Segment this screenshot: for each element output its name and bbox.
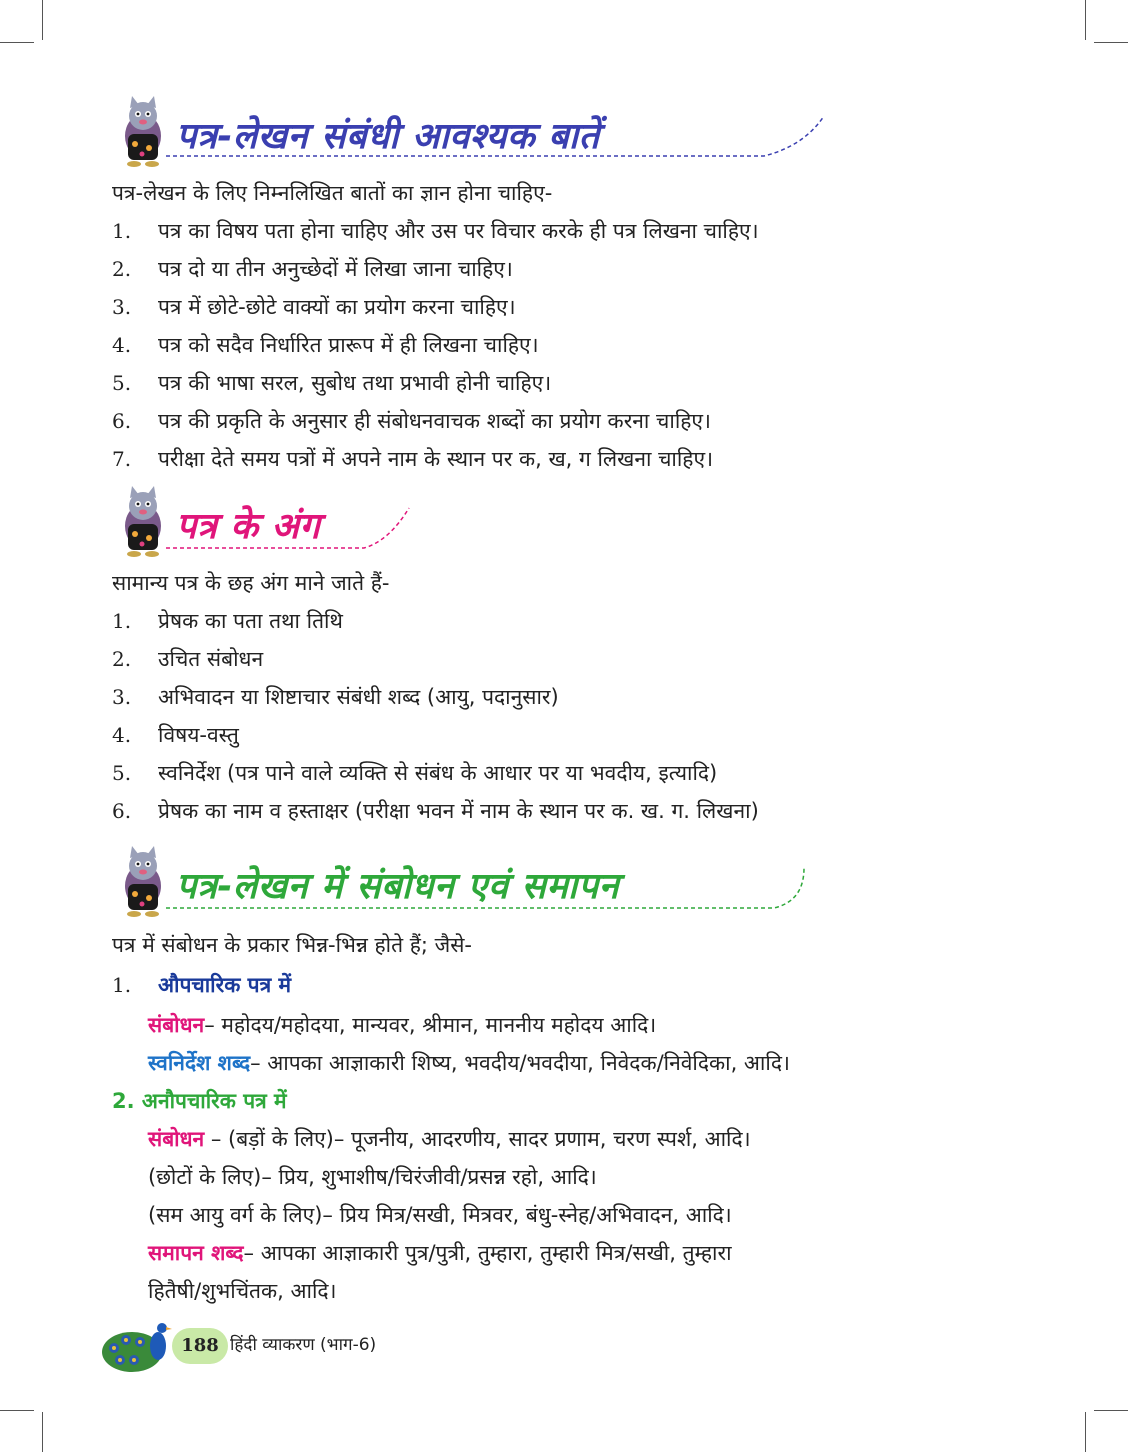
section-heading-parts — [112, 486, 432, 566]
item-number: 2. — [112, 647, 132, 671]
item-text: प्रेषक का नाम व हस्ताक्षर (परीक्षा भवन में नाम के स्थान पर क. ख. ग. लिखना) — [158, 799, 759, 823]
item-number: 1. — [112, 973, 132, 997]
item-number: 1. — [112, 219, 132, 243]
item-text: पत्र की प्रकृति के अनुसार ही संबोधनवाचक शब्दों का प्रयोग करना चाहिए। — [158, 409, 711, 433]
crop-mark — [42, 1412, 43, 1452]
item-text: स्वनिर्देश (पत्र पाने वाले व्यक्ति से संबंध के आधार पर या भवदीय, इत्यादि) — [158, 761, 718, 785]
crop-mark — [0, 1410, 34, 1411]
item-number: 6. — [112, 409, 132, 433]
formal-closing-line — [148, 1048, 790, 1078]
item-text: पत्र में छोटे-छोटे वाक्यों का प्रयोग करना चाहिए। — [158, 295, 516, 319]
section-heading-text: पत्र-लेखन संबंधी आवश्यक बातें — [176, 116, 600, 157]
book-title: हिंदी व्याकरण (भाग-6) — [230, 1335, 377, 1355]
crop-mark — [1085, 0, 1086, 40]
crop-mark — [0, 42, 34, 43]
list-item — [112, 292, 516, 322]
list-item — [112, 254, 513, 284]
address-text: – महोदय/महोदया, मान्यवर, श्रीमान, माननीय महोदय आदि। — [204, 1013, 657, 1037]
item-text: उचित संबोधन — [158, 647, 264, 671]
informal-address-line: (छोटों के लिए)– प्रिय, शुभाशीष/चिरंजीवी/प्रसन्न रहो, आदि। — [148, 1165, 597, 1189]
item-text: पत्र को सदैव निर्धारित प्रारूप में ही लिखना चाहिए। — [158, 333, 539, 357]
crop-mark — [42, 0, 43, 40]
address-label: संबोधन — [148, 1127, 205, 1151]
item-number: 5. — [112, 761, 132, 785]
informal-closing-line: हितैषी/शुभचिंतक, आदि। — [148, 1279, 337, 1303]
item-text: अभिवादन या शिष्टाचार संबंधी शब्द (आयु, पदानुसार) — [158, 685, 559, 709]
section-heading-text: पत्र के अंग — [176, 506, 321, 547]
formal-letter-header — [112, 970, 291, 1000]
formal-address-line — [148, 1010, 656, 1040]
list-item — [112, 216, 759, 246]
list-item — [112, 606, 343, 636]
item-text: पत्र दो या तीन अनुच्छेदों में लिखा जाना चाहिए। — [158, 257, 513, 281]
informal-address-line — [148, 1124, 751, 1154]
address-text: – (बड़ों के लिए)– पूजनीय, आदरणीय, सादर प्रणाम, चरण स्पर्श, आदि। — [204, 1127, 751, 1151]
item-number: 3. — [112, 295, 132, 319]
item-number: 1. — [112, 609, 132, 633]
section-intro: सामान्य पत्र के छह अंग माने जाते हैं- — [112, 571, 390, 595]
page-footer — [100, 1316, 500, 1376]
section-heading-essentials — [112, 96, 792, 176]
list-item — [112, 644, 263, 674]
section-intro: पत्र-लेखन के लिए निम्नलिखित बातों का ज्ञान होना चाहिए- — [112, 181, 553, 205]
section-heading-salutation — [112, 846, 812, 926]
item-number: 5. — [112, 371, 132, 395]
list-item — [112, 368, 551, 398]
closing-text: – आपका आज्ञाकारी शिष्य, भवदीय/भवदीया, निवेदक/निवेदिका, आदि। — [250, 1051, 790, 1075]
item-number: 3. — [112, 685, 132, 709]
item-text: पत्र की भाषा सरल, सुबोध तथा प्रभावी होनी चाहिए। — [158, 371, 552, 395]
list-item — [112, 796, 759, 826]
item-text: पत्र का विषय पता होना चाहिए और उस पर विचार करके ही पत्र लिखना चाहिए। — [158, 219, 759, 243]
item-text: विषय-वस्तु — [158, 723, 239, 747]
list-item — [112, 720, 239, 750]
item-number: 7. — [112, 447, 132, 471]
item-number: 4. — [112, 723, 132, 747]
address-label: संबोधन — [148, 1013, 205, 1037]
section-heading-text: पत्र-लेखन में संबोधन एवं समापन — [176, 866, 620, 907]
section-intro: पत्र में संबोधन के प्रकार भिन्न-भिन्न होते हैं; जैसे- — [112, 933, 472, 957]
list-item — [112, 330, 539, 360]
list-item — [112, 444, 713, 474]
closing-label: समापन शब्द — [148, 1241, 244, 1265]
item-number: 2. — [112, 257, 132, 281]
closing-label: स्वनिर्देश शब्द — [148, 1051, 251, 1075]
crop-mark — [1094, 42, 1128, 43]
crop-mark — [1085, 1412, 1086, 1452]
page-number: 188 — [172, 1328, 228, 1364]
list-item — [112, 406, 711, 436]
closing-text: – आपका आज्ञाकारी पुत्र/पुत्री, तुम्हारा, तुम्हारी मित्र/सखी, तुम्हारा — [243, 1241, 732, 1265]
peacock-icon — [100, 1316, 178, 1376]
informal-letter-title: 2. अनौपचारिक पत्र में — [112, 1089, 287, 1113]
item-number: 4. — [112, 333, 132, 357]
crop-mark — [1094, 1410, 1128, 1411]
formal-letter-title: औपचारिक पत्र में — [158, 973, 292, 997]
item-number: 6. — [112, 799, 132, 823]
informal-address-line: (सम आयु वर्ग के लिए)– प्रिय मित्र/सखी, मित्रवर, बंधु-स्नेह/अभिवादन, आदि। — [148, 1203, 732, 1227]
item-text: प्रेषक का पता तथा तिथि — [158, 609, 343, 633]
list-item — [112, 682, 559, 712]
informal-closing-line — [148, 1238, 732, 1268]
list-item — [112, 758, 717, 788]
item-text: परीक्षा देते समय पत्रों में अपने नाम के स्थान पर क, ख, ग लिखना चाहिए। — [158, 447, 714, 471]
